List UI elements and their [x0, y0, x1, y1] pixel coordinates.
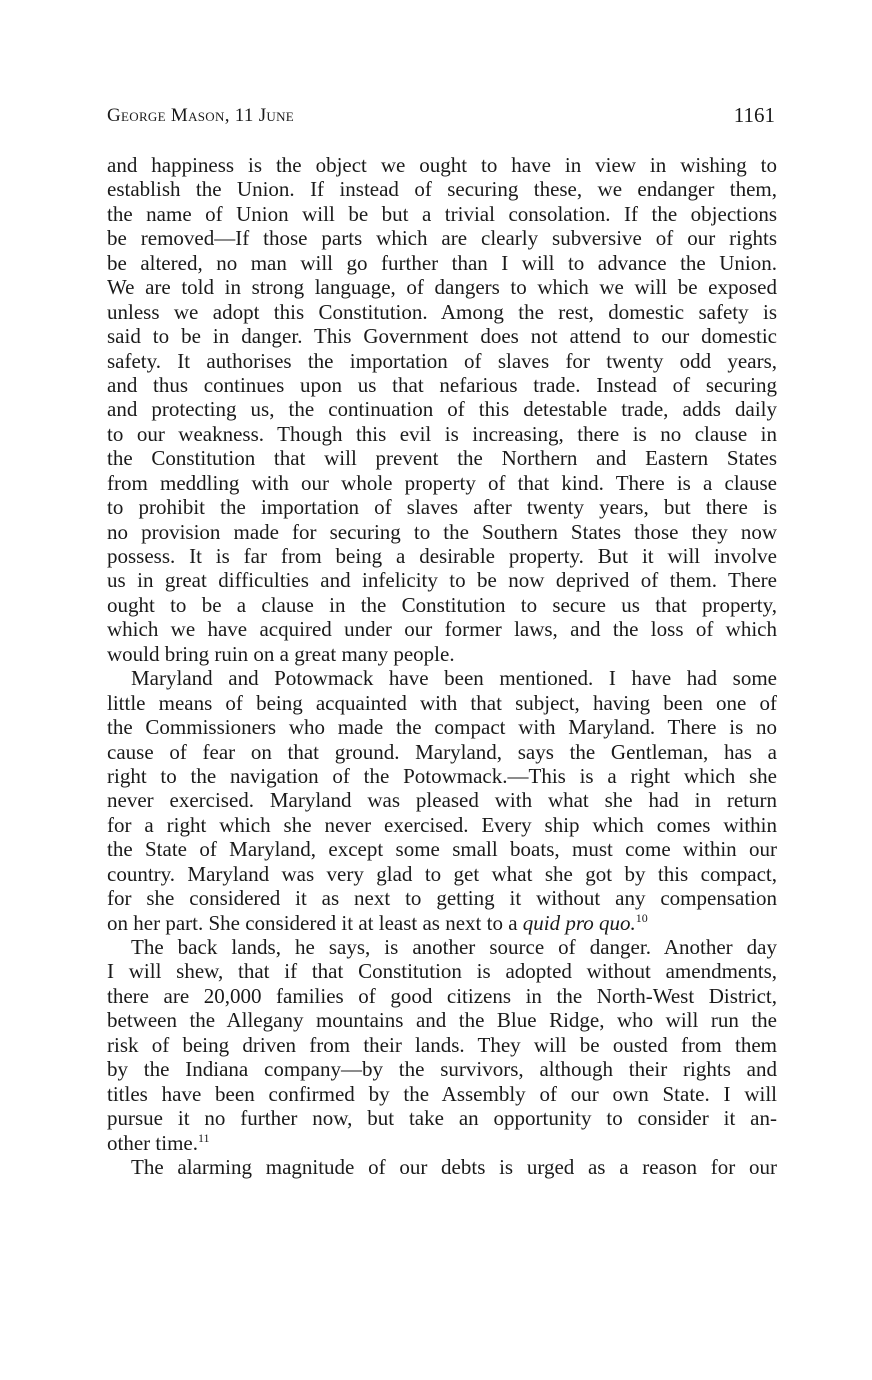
running-head [107, 105, 294, 127]
text-line: little means of being acquainted with that subject, having been one of [107, 690, 777, 715]
text-line: The alarming magnitude of our debts is urged as a reason for our [131, 1154, 777, 1179]
text-line: country. Maryland was very glad to get what she got by this compact, [107, 861, 777, 886]
text-line: for a right which she never exercised. Every ship which comes within [107, 812, 777, 837]
text-line: the Commissioners who made the compact with Maryland. There is no [107, 715, 777, 740]
text-line: right to the navigation of the Potowmack.—This is a right which she [107, 763, 777, 788]
text-line: to prohibit the importation of slaves after twenty years, but there is [107, 495, 777, 520]
footnote-marker: 11 [197, 1130, 210, 1145]
text-line: the Constitution that will prevent the Northern and Eastern States [107, 446, 777, 471]
text-line: from meddling with our whole property of that kind. There is a clause [107, 470, 777, 495]
text-line: the State of Maryland, except some small boats, must come within our [107, 837, 777, 862]
text-line: unless we adopt this Constitution. Among the rest, domestic safety is [107, 299, 777, 324]
text-line [107, 911, 777, 935]
text-line: for she considered it as next to getting it without any compensation [107, 886, 777, 911]
text-line: and happiness is the object we ought to have in view in wishing to [107, 153, 777, 177]
text-line: titles have been confirmed by the Assembly of our own State. I will [107, 1081, 777, 1106]
body-text [107, 153, 777, 1179]
text-line: be removed—If those parts which are clearly subversive of our rights [107, 226, 777, 251]
text-line: the name of Union will be but a trivial consolation. If the objections [107, 201, 777, 226]
text-line: never exercised. Maryland was pleased with what she had in return [107, 788, 777, 813]
text-line: The back lands, he says, is another source of danger. Another day [131, 935, 777, 959]
footnote-marker: 10 [635, 910, 648, 925]
text-line: said to be in danger. This Government does not attend to our domestic [107, 324, 777, 349]
text-line: safety. It authorises the importation of slaves for twenty odd years, [107, 348, 777, 373]
text-line: there are 20,000 families of good citizens in the North-West District, [107, 983, 777, 1008]
text-line: no provision made for securing to the Southern States those they now [107, 519, 777, 544]
paragraph-3 [107, 935, 777, 1155]
page-number: 1161 [733, 103, 775, 127]
text-line: cause of fear on that ground. Maryland, says the Gentleman, has a [107, 739, 777, 764]
text-line: and protecting us, the continuation of this detestable trade, adds daily [107, 397, 777, 422]
text-line: establish the Union. If instead of securing these, we endanger them, [107, 177, 777, 202]
text-line: We are told in strong language, of dangers to which we will be exposed [107, 275, 777, 300]
text-line: Maryland and Potowmack have been mentioned. I have had some [131, 666, 777, 691]
line-text: on her part. She considered it at least as next to a [107, 910, 523, 935]
text-line: risk of being driven from their lands. They will be ousted from them [107, 1032, 777, 1057]
text-line: I will shew, that if that Constitution is adopted without amendments, [107, 959, 777, 984]
line-text: other time. [107, 1130, 198, 1155]
text-line: ought to be a clause in the Constitution to secure us that property, [107, 592, 777, 617]
paragraph-2 [107, 666, 777, 935]
italic-phrase: quid pro quo. [522, 910, 636, 935]
text-line: us in great difficulties and infelicity to be now deprived of them. There [107, 568, 777, 593]
text-line: be altered, no man will go further than I will to advance the Union. [107, 250, 777, 275]
page-header [107, 105, 775, 135]
paragraph-4 [107, 1155, 777, 1179]
running-head-text: George Mason, 11 June [107, 105, 295, 126]
text-line: would bring ruin on a great many people. [107, 641, 455, 666]
text-line: possess. It is far from being a desirable property. But it will involve [107, 544, 777, 568]
text-line: by the Indiana company—by the survivors, although their rights and [107, 1057, 777, 1082]
text-line: and thus continues upon us that nefarious trade. Instead of securing [107, 372, 777, 397]
paragraph-1 [107, 153, 777, 666]
text-line: between the Allegany mountains and the Blue Ridge, who will run the [107, 1008, 777, 1033]
text-line: pursue it no further now, but take an opportunity to consider it an- [107, 1106, 777, 1131]
text-line: which we have acquired under our former laws, and the loss of which [107, 617, 777, 642]
text-line [107, 1131, 777, 1155]
text-line: to our weakness. Though this evil is increasing, there is no clause in [107, 421, 777, 446]
